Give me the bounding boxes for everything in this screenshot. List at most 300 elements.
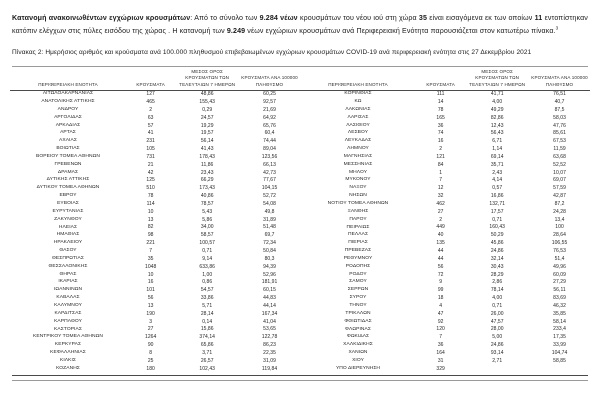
cell-region: ΒΟΡΕΙΟΥ ΤΟΜΕΑ ΑΘΗΝΩΝ (36, 153, 100, 159)
cell-per100k: 11,59 (553, 146, 566, 153)
cell-cases: 190 (146, 310, 155, 317)
table-row (10, 263, 300, 271)
cell-per100k: 60,15 (263, 287, 276, 294)
cell-cases: 13 (147, 216, 154, 223)
table-row (300, 185, 590, 193)
cell-cases: 16 (437, 138, 444, 145)
caption-divider (12, 66, 588, 67)
right-table-body (300, 90, 590, 373)
left-table-wrapper (10, 69, 300, 373)
cell-cases: 10 (147, 271, 154, 278)
cell-avg7: 2,43 (492, 169, 503, 176)
cell-region: ΚΟΡΙΝΘΙΑΣ (344, 91, 372, 97)
cell-region: ΑΡΚΑΔΙΑΣ (55, 122, 81, 128)
table-row (300, 177, 590, 185)
cell-cases: 180 (146, 365, 155, 372)
cell-region: ΖΑΚΥΝΘΟΥ (54, 216, 82, 222)
intro-text-3: είναι εισαγόμενα εκ των οποίων (427, 14, 535, 22)
cell-avg7: 0,29 (202, 106, 213, 113)
cell-region: ΧΑΛΚΙΔΙΚΗΣ (343, 342, 373, 348)
cell-per100k: 106,55 (551, 240, 568, 247)
cell-region: ΜΗΛΟΥ (348, 169, 368, 175)
cell-per100k: 60,09 (553, 271, 566, 278)
left-table-head (10, 69, 300, 90)
table-bottom-rule (12, 375, 588, 376)
table-row (300, 232, 590, 240)
cell-per100k: 49,96 (553, 263, 566, 270)
table-row (10, 130, 300, 138)
cell-per100k: 58,03 (553, 114, 566, 121)
cell-cases: 135 (436, 240, 445, 247)
table-row (300, 114, 590, 122)
table-row (300, 255, 590, 263)
table-row (10, 310, 300, 318)
cell-region: ΠΡΕΒΕΖΑΣ (344, 248, 372, 254)
table-caption: Πίνακας 2: Ημερήσιος αριθμός και κρούσματα ανά 100.000 πληθυσμού επιβεβαιωμένων εγχώριων κρουσμάτων COVID-19 ανά περιφερειακή ενότητα στις 27 Δεκεμβρίου 2021 (12, 48, 532, 56)
cell-per100k (529, 365, 590, 373)
cell-per100k: 56,11 (553, 287, 566, 294)
cell-cases: 31 (437, 357, 444, 364)
cell-per100k: 57,59 (553, 185, 566, 192)
cell-per100k: 69,07 (553, 177, 566, 184)
table-row (300, 138, 590, 146)
cell-region: ΚΕΦΑΛΛΗΝΙΑΣ (50, 350, 86, 356)
cell-region: ΑΝΑΤΟΛΙΚΗΣ ΑΤΤΙΚΗΣ (41, 99, 95, 105)
cell-avg7: 2,71 (492, 357, 503, 364)
table-row (300, 247, 590, 255)
table-row (10, 365, 300, 373)
cell-per100k: 77,67 (263, 177, 276, 184)
cell-region: ΝΟΤΙΟΥ ΤΟΜΕΑ ΑΘΗΝΩΝ (327, 201, 389, 206)
cell-region: ΚΑΡΠΑΘΟΥ (54, 318, 82, 324)
cell-per100k: 122,78 (261, 334, 278, 341)
cell-avg7: 82,86 (490, 114, 504, 121)
cell-avg7: 102,43 (199, 365, 215, 372)
cell-cases: 78 (437, 106, 444, 113)
cell-region: ΛΕΥΚΑΔΑΣ (344, 138, 372, 144)
cell-avg7: 100,57 (199, 240, 215, 247)
cell-cases: 9 (439, 279, 443, 286)
cell-region: ΚΟΖΑΝΗΣ (56, 365, 80, 371)
cell-avg7: 41,43 (200, 146, 214, 153)
cell-region: ΤΡΙΚΑΛΩΝ (345, 310, 371, 316)
cell-cases: 125 (146, 177, 155, 184)
cell-avg7: 66,29 (200, 177, 214, 184)
cell-cases: 18 (437, 295, 444, 302)
cell-per100k: 58,85 (553, 357, 566, 364)
cell-per100k: 89,04 (263, 146, 276, 153)
cell-avg7: 30,43 (490, 263, 504, 270)
cell-per100k: 100 (555, 224, 564, 231)
table-row (300, 208, 590, 216)
table-row (10, 334, 300, 342)
cell-cases: 329 (436, 365, 445, 372)
table-row (300, 106, 590, 114)
cell-region: ΕΒΡΟΥ (59, 193, 77, 199)
cell-cases: 27 (437, 208, 444, 215)
cell-per100k: 52,96 (263, 271, 276, 278)
cell-cases: 41 (147, 130, 154, 137)
table-row (300, 240, 590, 248)
cell-cases: 44 (437, 248, 444, 254)
cell-region: ΡΟΔΟΠΗΣ (345, 263, 371, 269)
cell-per100k: 60,25 (263, 91, 276, 98)
cell-per100k: 66,13 (263, 161, 276, 168)
header-per100k-right: ΚΡΟΥΣΜΑΤΑ ΑΝΑ 100000 ΠΛΗΘΥΣΜΟ (529, 69, 590, 90)
cell-cases: 13 (147, 302, 154, 309)
cell-region: ΚΩ (354, 99, 362, 105)
cell-cases: 92 (437, 318, 444, 325)
cell-per100k: 58,14 (553, 318, 566, 325)
cell-region: ΑΝΔΡΟΥ (57, 106, 79, 112)
cell-cases: 32 (437, 193, 444, 200)
cell-avg7: 374,14 (199, 334, 215, 341)
header-region-right: ΠΕΡΙΦΕΡΕΙΑΚΗ ΕΝΟΤΗΤΑ (300, 69, 416, 90)
cell-cases: 56 (147, 295, 154, 302)
cell-region: ΦΘΙΩΤΙΔΑΣ (344, 318, 372, 324)
table-row (10, 200, 300, 208)
cell-region: ΠΕΙΡΑΙΩΣ (346, 224, 370, 230)
cell-avg7: 4,00 (492, 295, 503, 302)
cell-avg7: 0,71 (492, 216, 503, 223)
cell-per100k: 87,2 (554, 200, 565, 207)
cell-cases: 120 (436, 326, 445, 333)
cell-per100k: 123,56 (261, 153, 278, 160)
cell-region: ΘΕΣΠΡΩΤΙΑΣ (52, 255, 84, 261)
cell-region: ΙΩΑΝΝΙΝΩΝ (53, 287, 83, 293)
cell-per100k: 86,23 (263, 342, 276, 349)
cell-per100k: 83,69 (553, 295, 566, 302)
table-row (10, 224, 300, 232)
cell-region: ΕΥΡΥΤΑΝΙΑΣ (52, 208, 84, 214)
cell-per100k: 119,84 (261, 365, 278, 372)
cell-region: ΜΕΣΣΗΝΙΑΣ (343, 161, 373, 167)
cell-region: ΕΥΒΟΙΑΣ (57, 201, 79, 206)
cell-per100k: 104,74 (551, 349, 568, 356)
cell-cases: 510 (146, 185, 155, 192)
cell-cases: 111 (436, 91, 445, 98)
cell-per100k: 42,87 (553, 193, 566, 200)
table-row (300, 349, 590, 357)
intro-imported-cases: 35 (418, 14, 428, 22)
cell-avg7: 24,86 (490, 342, 504, 349)
cell-per100k: 49,8 (264, 208, 275, 215)
cell-cases: 74 (437, 130, 444, 137)
cell-per100k: 42,73 (263, 169, 276, 176)
cell-region: ΚΑΒΑΛΑΣ (56, 295, 80, 301)
cell-region: ΘΗΡΑΣ (59, 271, 77, 277)
cell-cases: 4 (439, 302, 443, 309)
cell-per100k: 21,69 (263, 106, 276, 113)
cell-cases: 63 (147, 114, 154, 121)
cell-region: ΚΑΛΥΜΝΟΥ (54, 302, 82, 308)
cell-cases: 40 (437, 232, 444, 239)
table-row (300, 334, 590, 342)
regional-cases-table-left (10, 69, 300, 373)
right-header-row (300, 69, 590, 90)
cell-per100k: 24,28 (553, 208, 566, 215)
cell-avg7: 65,86 (200, 342, 214, 349)
cell-cases: 42 (147, 169, 154, 176)
table-row (10, 106, 300, 114)
table-row (300, 342, 590, 350)
table-row (10, 145, 300, 153)
cell-region: ΚΕΝΤΡΙΚΟΥ ΤΟΜΕΑ ΑΘΗΝΩΝ (33, 334, 103, 340)
cell-cases: 14 (437, 98, 444, 105)
cell-region: ΓΡΕΒΕΝΩΝ (54, 161, 82, 167)
table-row (10, 216, 300, 224)
cell-per100k: 35,85 (553, 310, 566, 317)
cell-avg7: 11,86 (200, 161, 214, 168)
cell-cases: 127 (146, 91, 155, 98)
table-row (10, 122, 300, 130)
header-region-left: ΠΕΡΙΦΕΡΕΙΑΚΗ ΕΝΟΤΗΤΑ (10, 69, 126, 90)
cell-avg7: 5,71 (202, 302, 213, 309)
cell-avg7: 23,43 (200, 169, 214, 176)
table-row (300, 279, 590, 287)
cell-cases: 1048 (144, 263, 157, 270)
table-row (300, 357, 590, 365)
cell-cases: 164 (436, 349, 445, 356)
cell-region: ΞΑΝΘΗΣ (347, 208, 369, 214)
cell-region: ΑΡΓΟΛΙΔΑΣ (54, 114, 82, 120)
cell-avg7: 5,43 (202, 208, 213, 215)
intro-paragraph (12, 12, 588, 38)
cell-per100k: 52,72 (263, 193, 276, 200)
table-row (300, 216, 590, 224)
table-row (300, 153, 590, 161)
cell-avg7: 16,86 (490, 193, 504, 200)
cell-region: ΔΥΤΙΚΟΥ ΤΟΜΕΑ ΑΘΗΝΩΝ (36, 185, 100, 191)
cell-per100k: 44,14 (263, 302, 276, 309)
cell-cases: 47 (437, 310, 444, 317)
cell-avg7: 173,43 (199, 185, 215, 192)
table-row (300, 287, 590, 295)
cell-avg7: 5,86 (202, 216, 213, 223)
cell-cases: 56 (437, 263, 444, 270)
cell-avg7: 32,14 (490, 255, 504, 262)
cell-cases: 44 (437, 255, 444, 262)
cell-avg7 (465, 365, 529, 373)
cell-per100k: 104,15 (261, 185, 278, 192)
left-table-body (10, 90, 300, 373)
cell-region: ΒΟΙΩΤΙΑΣ (56, 146, 80, 152)
right-table-wrapper (300, 69, 590, 373)
cell-avg7: 5,00 (492, 334, 503, 341)
cell-cases: 16 (147, 279, 154, 286)
cell-per100k: 76,53 (553, 248, 566, 254)
header-cases-left: ΚΡΟΥΣΜΑΤΑ (126, 69, 175, 90)
cell-avg7: 56,43 (490, 130, 504, 137)
cell-region: ΑΡΤΑΣ (60, 130, 76, 136)
cell-per100k: 44,83 (263, 295, 276, 302)
cell-per100k: 31,09 (263, 357, 276, 364)
cell-region: ΙΚΑΡΙΑΣ (58, 279, 78, 285)
cell-region: ΡΕΘΥΜΝΟΥ (343, 255, 373, 261)
cell-per100k: 33,99 (553, 342, 566, 349)
table-row (300, 318, 590, 326)
table-row (10, 161, 300, 169)
table-row (10, 193, 300, 201)
cell-avg7: 0,71 (492, 302, 503, 309)
cell-avg7: 24,57 (200, 114, 214, 121)
cell-avg7: 69,14 (490, 153, 504, 160)
cell-avg7: 41,71 (490, 91, 504, 98)
table-row (10, 287, 300, 295)
cell-region: ΣΥΡΟΥ (349, 295, 367, 301)
cell-avg7: 3,71 (202, 349, 213, 356)
cell-cases: 12 (437, 185, 444, 192)
cell-per100k: 94,39 (263, 263, 276, 270)
table-row (10, 302, 300, 310)
cell-per100k: 52,52 (553, 161, 566, 168)
cell-avg7: 58,57 (200, 232, 214, 239)
cell-region: ΛΑΣΙΘΙΟΥ (346, 122, 370, 128)
cell-cases: 231 (146, 138, 155, 145)
cell-per100k: 92,57 (263, 98, 276, 105)
table-row (10, 98, 300, 106)
cell-cases: 221 (146, 240, 155, 247)
cell-cases: 462 (436, 200, 445, 207)
cell-cases: 2 (439, 216, 443, 223)
cell-avg7: 1,14 (492, 146, 503, 153)
cell-avg7: 47,57 (490, 318, 504, 325)
cell-avg7: 0,57 (492, 185, 503, 192)
table-row (300, 365, 590, 373)
cell-avg7: 49,29 (490, 106, 504, 113)
footnote-marker: 3 (555, 25, 559, 31)
cell-avg7: 1,00 (202, 271, 213, 278)
cell-cases: 98 (147, 232, 154, 239)
intro-text-1: : Από το σύνολο των (190, 14, 260, 22)
cell-per100k: 10,07 (553, 169, 566, 176)
cell-region: ΔΡΑΜΑΣ (57, 169, 79, 175)
cell-per100k: 54,08 (263, 200, 276, 207)
cell-avg7: 19,29 (200, 122, 214, 129)
cell-cases: 3 (149, 318, 153, 325)
cell-region: ΧΙΟΥ (352, 357, 364, 363)
cell-per100k: 60,4 (264, 130, 275, 137)
table-row (300, 271, 590, 279)
table-row (10, 169, 300, 177)
cell-avg7: 35,71 (490, 161, 504, 168)
cell-region: ΗΜΑΘΙΑΣ (56, 232, 80, 238)
header-avg7-left: ΜΕΣΟΣ ΟΡΟΣ ΚΡΟΥΣΜΑΤΩΝ ΤΩΝ ΤΕΛΕΥΤΑΙΩΝ 7 ΗΜΕΡΩΝ (175, 69, 239, 90)
cell-region: ΦΛΩΡΙΝΑΣ (345, 326, 371, 332)
cell-region: ΑΧΑΪΑΣ (59, 138, 77, 144)
table-row (10, 255, 300, 263)
cell-avg7: 28,00 (490, 326, 504, 333)
cell-region: ΤΗΝΟΥ (349, 302, 367, 308)
table-row (300, 169, 590, 177)
cell-per100k: 74,44 (263, 138, 276, 145)
cell-cases: 78 (147, 193, 154, 200)
table-row (10, 185, 300, 193)
table-row (10, 232, 300, 240)
cell-cases: 8 (149, 349, 153, 356)
table-row (10, 138, 300, 146)
cell-per100k: 40,7 (554, 98, 565, 105)
cell-per100k: 80,3 (264, 255, 275, 262)
table-row (10, 271, 300, 279)
left-header-row (10, 69, 300, 90)
table-row (10, 247, 300, 255)
cell-cases: 10 (147, 208, 154, 215)
regional-cases-table-right (300, 69, 590, 373)
cell-avg7: 28,14 (200, 310, 214, 317)
cell-per100k: 233,4 (553, 326, 566, 333)
cell-per100k: 72,34 (263, 240, 276, 247)
cell-cases: 57 (147, 122, 154, 129)
table-row (300, 98, 590, 106)
table-row (300, 122, 590, 130)
table-row (10, 240, 300, 248)
cell-region: ΠΑΡΟΥ (349, 216, 367, 222)
cell-region: ΜΥΚΟΝΟΥ (345, 177, 371, 183)
cell-avg7: 15,86 (200, 326, 214, 333)
cell-avg7: 24,86 (490, 248, 504, 254)
cell-per100k: 13,4 (554, 216, 565, 223)
cell-cases: 72 (437, 271, 444, 278)
cell-cases: 101 (146, 287, 155, 294)
cell-per100k: 22,35 (263, 349, 276, 356)
intro-text-4: εντοπίστηκαν κατόπιν ελέγχων στις πύλες εισόδου της χώρας . Η κατανομή των (12, 14, 588, 35)
cell-per100k: 31,89 (263, 216, 276, 223)
cell-region: ΜΑΓΝΗΣΙΑΣ (343, 153, 373, 159)
intro-border-detected: 11 (534, 14, 543, 22)
header-avg7-right: ΜΕΣΟΣ ΟΡΟΣ ΚΡΟΥΣΜΑΤΩΝ ΤΩΝ ΤΕΛΕΥΤΑΙΩΝ 7 ΗΜΕΡΩΝ (465, 69, 529, 90)
cell-per100k: 27,29 (553, 279, 566, 286)
cell-avg7: 28,29 (490, 271, 504, 278)
cell-region: ΗΛΕΙΑΣ (58, 224, 78, 230)
cell-cases: 121 (436, 153, 445, 160)
cell-per100k: 65,76 (263, 122, 276, 129)
cell-avg7: 33,86 (200, 295, 214, 302)
table-row (300, 224, 590, 232)
cell-per100k: 28,64 (553, 232, 566, 239)
cell-cases: 82 (147, 224, 154, 231)
cell-cases: 36 (437, 122, 444, 129)
table-row (300, 90, 590, 98)
cell-cases: 465 (146, 98, 155, 105)
cell-region: ΥΠΟ ΔΙΕΡΕΥΝΗΣΗ (335, 365, 381, 371)
cell-avg7: 78,14 (490, 287, 504, 294)
cell-region: ΔΥΤΙΚΗΣ ΑΤΤΙΚΗΣ (46, 177, 90, 183)
header-cases-right: ΚΡΟΥΣΜΑΤΑ (416, 69, 465, 90)
table-row (10, 349, 300, 357)
cell-cases: 2 (149, 106, 153, 113)
cell-cases: 7 (149, 248, 153, 254)
cell-avg7: 40,86 (200, 193, 214, 200)
twin-tables-container (10, 69, 590, 373)
cell-region: ΝΑΞΟΥ (349, 185, 367, 191)
table-footer-rule (12, 380, 588, 381)
cell-per100k: 76,51 (553, 91, 566, 98)
cell-avg7: 155,43 (199, 98, 215, 105)
cell-region: ΚΑΡΔΙΤΣΑΣ (54, 310, 82, 316)
cell-region: ΝΗΣΩΝ (349, 193, 367, 199)
cell-avg7: 132,71 (489, 200, 505, 207)
cell-avg7: 0,14 (202, 318, 213, 325)
cell-region: ΚΑΣΤΟΡΙΑΣ (54, 326, 82, 332)
table-row (300, 295, 590, 303)
cell-avg7: 26,57 (200, 357, 214, 364)
cell-avg7: 6,71 (492, 138, 503, 145)
cell-avg7: 0,86 (202, 279, 213, 286)
cell-region: ΡΟΔΟΥ (349, 271, 367, 277)
cell-avg7: 56,14 (200, 138, 214, 145)
table-row (10, 279, 300, 287)
